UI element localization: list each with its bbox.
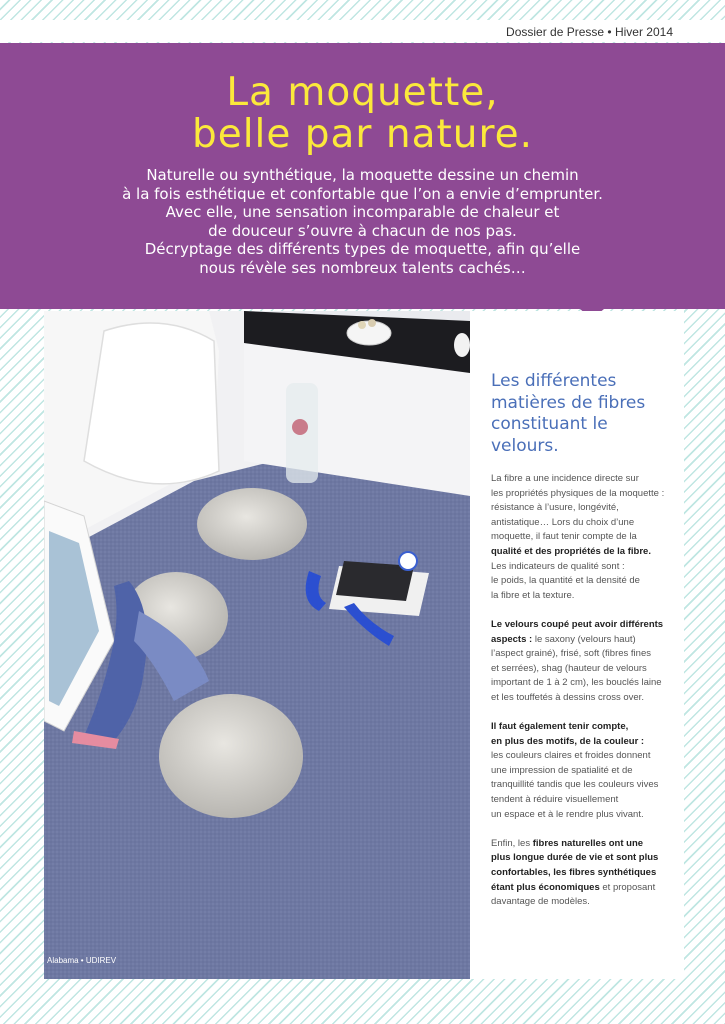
text-line: et les touffetés à dessins cross over. xyxy=(491,691,644,703)
text-line: Les indicateurs de qualité sont : xyxy=(491,560,625,572)
bold-text: étant plus économiques xyxy=(491,881,600,893)
text-line-bold xyxy=(491,851,681,866)
text-line: davantage de modèles. xyxy=(491,896,590,908)
title-line-1: La moquette, xyxy=(226,70,499,115)
bold-text: Le velours coupé peut avoir différents xyxy=(491,618,664,630)
text-line-mixed xyxy=(491,837,681,852)
text-line: les propriétés physiques de la moquette : xyxy=(491,487,665,499)
intro-line-1: Naturelle ou synthétique, la moquette dessine un chemin xyxy=(146,166,579,184)
text-line: résistance à l’usure, longévité, xyxy=(491,502,619,514)
text-line: une impression de spatialité et de xyxy=(491,764,633,776)
text-line: La fibre a une incidence directe sur xyxy=(491,473,639,484)
carpet-photo xyxy=(44,311,470,979)
bold-text: fibres naturelles ont une xyxy=(532,837,644,849)
intro-line-5: Décryptage des différents types de moquette, afin qu’elle xyxy=(144,240,581,258)
bold-text: qualité et des propriétés de la fibre. xyxy=(491,545,651,557)
bold-text: Il faut également tenir compte, xyxy=(491,721,629,733)
paragraph-velours xyxy=(491,618,681,706)
bold-text: confortables, les fibres synthétiques xyxy=(491,867,657,879)
page-title xyxy=(0,72,725,156)
inline-text: Enfin, les xyxy=(491,837,533,849)
bold-text: plus longue durée de vie et sont plus xyxy=(491,852,659,864)
paragraph-fibre xyxy=(491,472,681,603)
text-line-bold xyxy=(491,735,681,750)
intro-text xyxy=(60,166,665,277)
sidebar-title-line-2: matières de fibres xyxy=(491,392,646,413)
text-line-mixed xyxy=(491,881,681,896)
sidebar-title-line-4: velours. xyxy=(491,435,559,456)
text-line: l’aspect grainé), frisé, soft (fibres fines xyxy=(491,648,651,660)
sidebar-title xyxy=(491,371,671,457)
photo-credit: Alabama • UDIREV xyxy=(47,956,117,965)
text-line: les couleurs claires et froides donnent xyxy=(491,750,651,762)
text-line: tranquillité tandis que les couleurs vives xyxy=(491,779,659,791)
intro-line-3: Avec elle, une sensation incomparable de chaleur et xyxy=(165,203,560,221)
sidebar-body xyxy=(491,472,681,924)
text-line: et serrées), shag (hauteur de velours xyxy=(491,662,647,674)
title-line-2: belle par nature. xyxy=(191,112,534,157)
text-line: le poids, la quantité et la densité de xyxy=(491,575,640,587)
bold-text: en plus des motifs, de la couleur : xyxy=(491,735,645,747)
text-line-mixed xyxy=(491,633,681,648)
paragraph-couleur xyxy=(491,720,681,822)
paragraph-fibres-naturelles xyxy=(491,837,681,910)
sidebar-title-line-3: constituant le xyxy=(491,414,608,434)
text-line-bold xyxy=(491,545,681,560)
carpet-scene-illustration xyxy=(44,311,470,979)
edition-label: Dossier de Presse • Hiver 2014 xyxy=(506,25,673,39)
inline-text: le saxony (velours haut) xyxy=(532,633,636,645)
text-line: important de 1 à 2 cm), les bouclés laine xyxy=(491,677,662,689)
text-line-bold xyxy=(491,866,681,881)
text-line: un espace et à le rendre plus vivant. xyxy=(491,808,644,820)
text-line: tendent à réduire visuellement xyxy=(491,794,619,806)
text-line: moquette, il faut tenir compte de la xyxy=(491,531,637,543)
intro-line-6: nous révèle ses nombreux talents cachés… xyxy=(199,258,526,277)
inline-text: et proposant xyxy=(599,881,656,893)
intro-line-2: à la fois esthétique et confortable que l’on a envie d’emprunter. xyxy=(122,184,603,203)
text-line: antistatique… Lors du choix d’une xyxy=(491,516,635,528)
text-line-bold xyxy=(491,618,681,633)
bold-text: aspects : xyxy=(491,633,533,645)
intro-line-4: de douceur s’ouvre à chacun de nos pas. xyxy=(208,221,517,240)
text-line-bold xyxy=(491,720,681,735)
sidebar-title-line-1: Les différentes xyxy=(491,371,617,391)
text-line: la fibre et la texture. xyxy=(491,589,575,601)
